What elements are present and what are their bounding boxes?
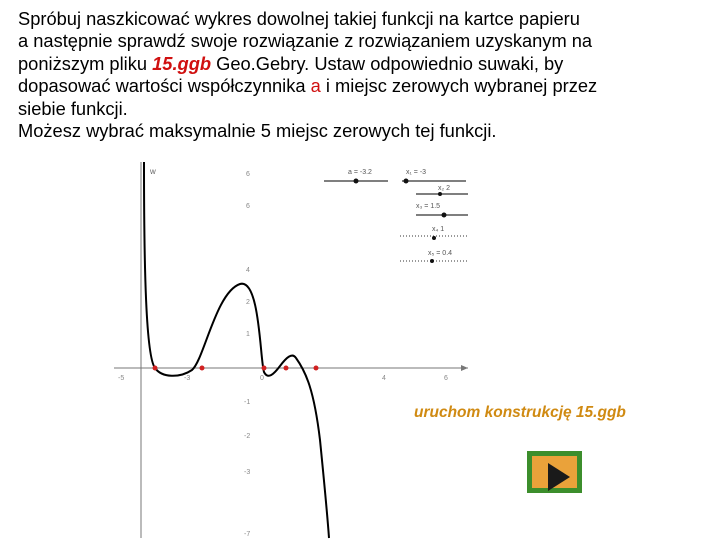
zero-point [314, 366, 319, 371]
slider-label: x₁ = -3 [406, 169, 427, 176]
slider-handle[interactable] [442, 213, 447, 218]
file-name: 15.ggb [152, 52, 212, 74]
slider-label: x₃ = 1.5 [416, 203, 441, 210]
y-tick-label: 6 [246, 171, 250, 178]
x-axis-arrow [461, 365, 468, 371]
slider-x3[interactable] [416, 203, 468, 218]
y-tick-label: -1 [244, 399, 251, 406]
x-tick-label: 6 [444, 375, 448, 382]
zero-point [262, 366, 267, 371]
instructions-line-3 [18, 53, 708, 75]
y-tick-label: 1 [246, 331, 250, 338]
instructions-line-4b: i miejsc zerowych wybranej przez [320, 75, 598, 97]
slider-a[interactable] [324, 169, 388, 184]
slider-x1[interactable] [402, 169, 466, 184]
y-tick-label: 6 [246, 203, 250, 210]
instructions-line-6: Możesz wybrać maksymalnie 5 miejsc zerowych tej funkcji. [18, 120, 497, 142]
slider-handle[interactable] [404, 179, 409, 184]
slider-label: x₂ 2 [438, 185, 451, 192]
zero-point [200, 366, 205, 371]
y-tick-label: 4 [246, 267, 250, 274]
play-button[interactable] [527, 451, 582, 493]
instructions-line-2: a następnie sprawdź swoje rozwiązanie z rozwiązaniem uzyskanym na [18, 30, 593, 52]
slider-label: x₄ 1 [432, 226, 445, 233]
slider-x2[interactable] [416, 185, 468, 196]
x-tick-label: -3 [184, 375, 191, 382]
instructions-line-3a: poniższym pliku [18, 52, 153, 74]
y-axis-label: w [150, 167, 156, 176]
instructions-line-4a: dopasować wartości współczynnika [18, 75, 311, 97]
slider-handle[interactable] [438, 192, 442, 196]
launch-construction-link[interactable]: uruchom konstrukcję 15.ggb [414, 404, 626, 421]
slider-handle[interactable] [354, 179, 359, 184]
instructions-line-4 [18, 75, 708, 97]
y-tick-label: -3 [244, 469, 251, 476]
y-tick-label: -2 [244, 433, 251, 440]
slider-handle[interactable] [430, 259, 434, 263]
coefficient-a: a [310, 75, 321, 97]
instructions-line-5: siebie funkcji. [18, 97, 128, 119]
x-tick-label: -5 [118, 375, 125, 382]
instructions-text [18, 8, 708, 142]
slider-label: x₅ = 0.4 [428, 250, 453, 257]
zero-point [153, 366, 158, 371]
function-graph [110, 160, 470, 540]
play-button-face[interactable] [532, 456, 577, 488]
slider-handle[interactable] [432, 236, 436, 240]
play-icon [548, 463, 570, 491]
slider-x4[interactable] [400, 226, 468, 240]
slider-label: a = -3.2 [348, 169, 372, 176]
zero-point [284, 366, 289, 371]
instructions-line-3b: Geo.Gebry. Ustaw odpowiednio suwaki, by [211, 52, 564, 74]
function-curve [144, 162, 329, 538]
y-tick-label: -7 [244, 531, 251, 538]
slider-x5[interactable] [400, 250, 468, 263]
y-ticks [244, 171, 250, 538]
x-tick-label: 4 [382, 375, 386, 382]
x-tick-label: 0 [260, 375, 264, 382]
instructions-line-1: Spróbuj naszkicować wykres dowolnej takiej funkcji na kartce papieru [18, 8, 580, 29]
y-tick-label: 2 [246, 299, 250, 306]
